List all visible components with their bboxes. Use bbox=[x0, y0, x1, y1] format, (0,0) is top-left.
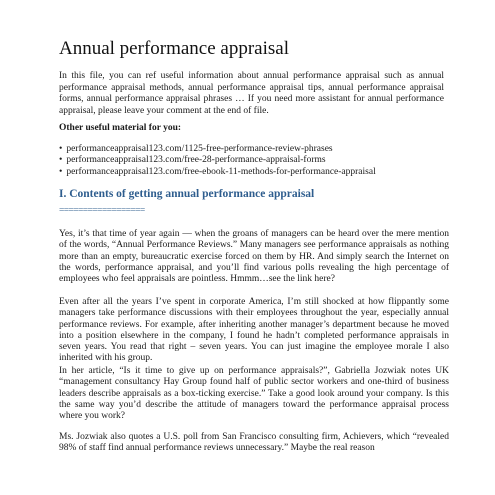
body-paragraph: Even after all the years I’ve spent in corporate America, I’m still shocked at how flippantly some managers take performance discussions with their employees throughout the year, especially annual performance reviews. For example, after inheriting another manager’s department because he moved into a position elsewhere in the company, I found he hadn’t completed performance appraisals in seven years. You read that right – seven years. You can just imagine the employee morale I also inherited with his group. bbox=[59, 297, 449, 364]
section-heading: I. Contents of getting annual performance appraisal bbox=[59, 188, 315, 200]
useful-links-list bbox=[59, 144, 376, 178]
intro-paragraph: In this file, you can ref useful information about annual performance appraisal such as annual performance appraisal methods, annual performance appraisal tips, annual performance appraisal forms, annual performance appraisal phrases … If you need more assistant for annual performance appraisal, please leave your comment at the end of file. bbox=[59, 71, 444, 116]
useful-link-ebook[interactable]: • performanceappraisal123.com/free-ebook-11-methods-for-performance-appraisal bbox=[59, 167, 376, 178]
body-paragraph: In her article, “Is it time to give up on performance appraisals?”, Gabriella Jozwiak notes UK “management consultancy Hay Group found half of public sector workers and one-third of business leaders describe appraisals as a box-ticking exercise.” Take a good look around your company. Is this the same way you’d describe the attitude of managers toward the performance appraisal process where you work? bbox=[59, 366, 449, 422]
document-title: Annual performance appraisal bbox=[59, 38, 290, 59]
section-divider: ================== bbox=[59, 206, 145, 216]
useful-material-heading: Other useful material for you: bbox=[59, 123, 182, 133]
useful-link-forms[interactable]: • performanceappraisal123.com/free-28-performance-appraisal-forms bbox=[59, 155, 376, 166]
body-paragraph: Yes, it’s that time of year again — when the groans of managers can be heard over the mere mention of the words, “Annual Performance Reviews.” Many managers see performance appraisals as nothing more than an empty, bureaucratic exercise forced on them by HR. And simply search the Internet on the words, performance appraisal, and you’ll find various polls revealing the high percentage of employees who feel appraisals are pointless. Hmmm…see the link here? bbox=[59, 229, 449, 285]
body-paragraph: Ms. Jozwiak also quotes a U.S. poll from San Francisco consulting firm, Achievers, which “revealed 98% of staff find annual performance reviews unnecessary.” Maybe the real reason bbox=[59, 432, 449, 454]
useful-link-phrases[interactable]: • performanceappraisal123.com/1125-free-performance-review-phrases bbox=[59, 144, 376, 155]
